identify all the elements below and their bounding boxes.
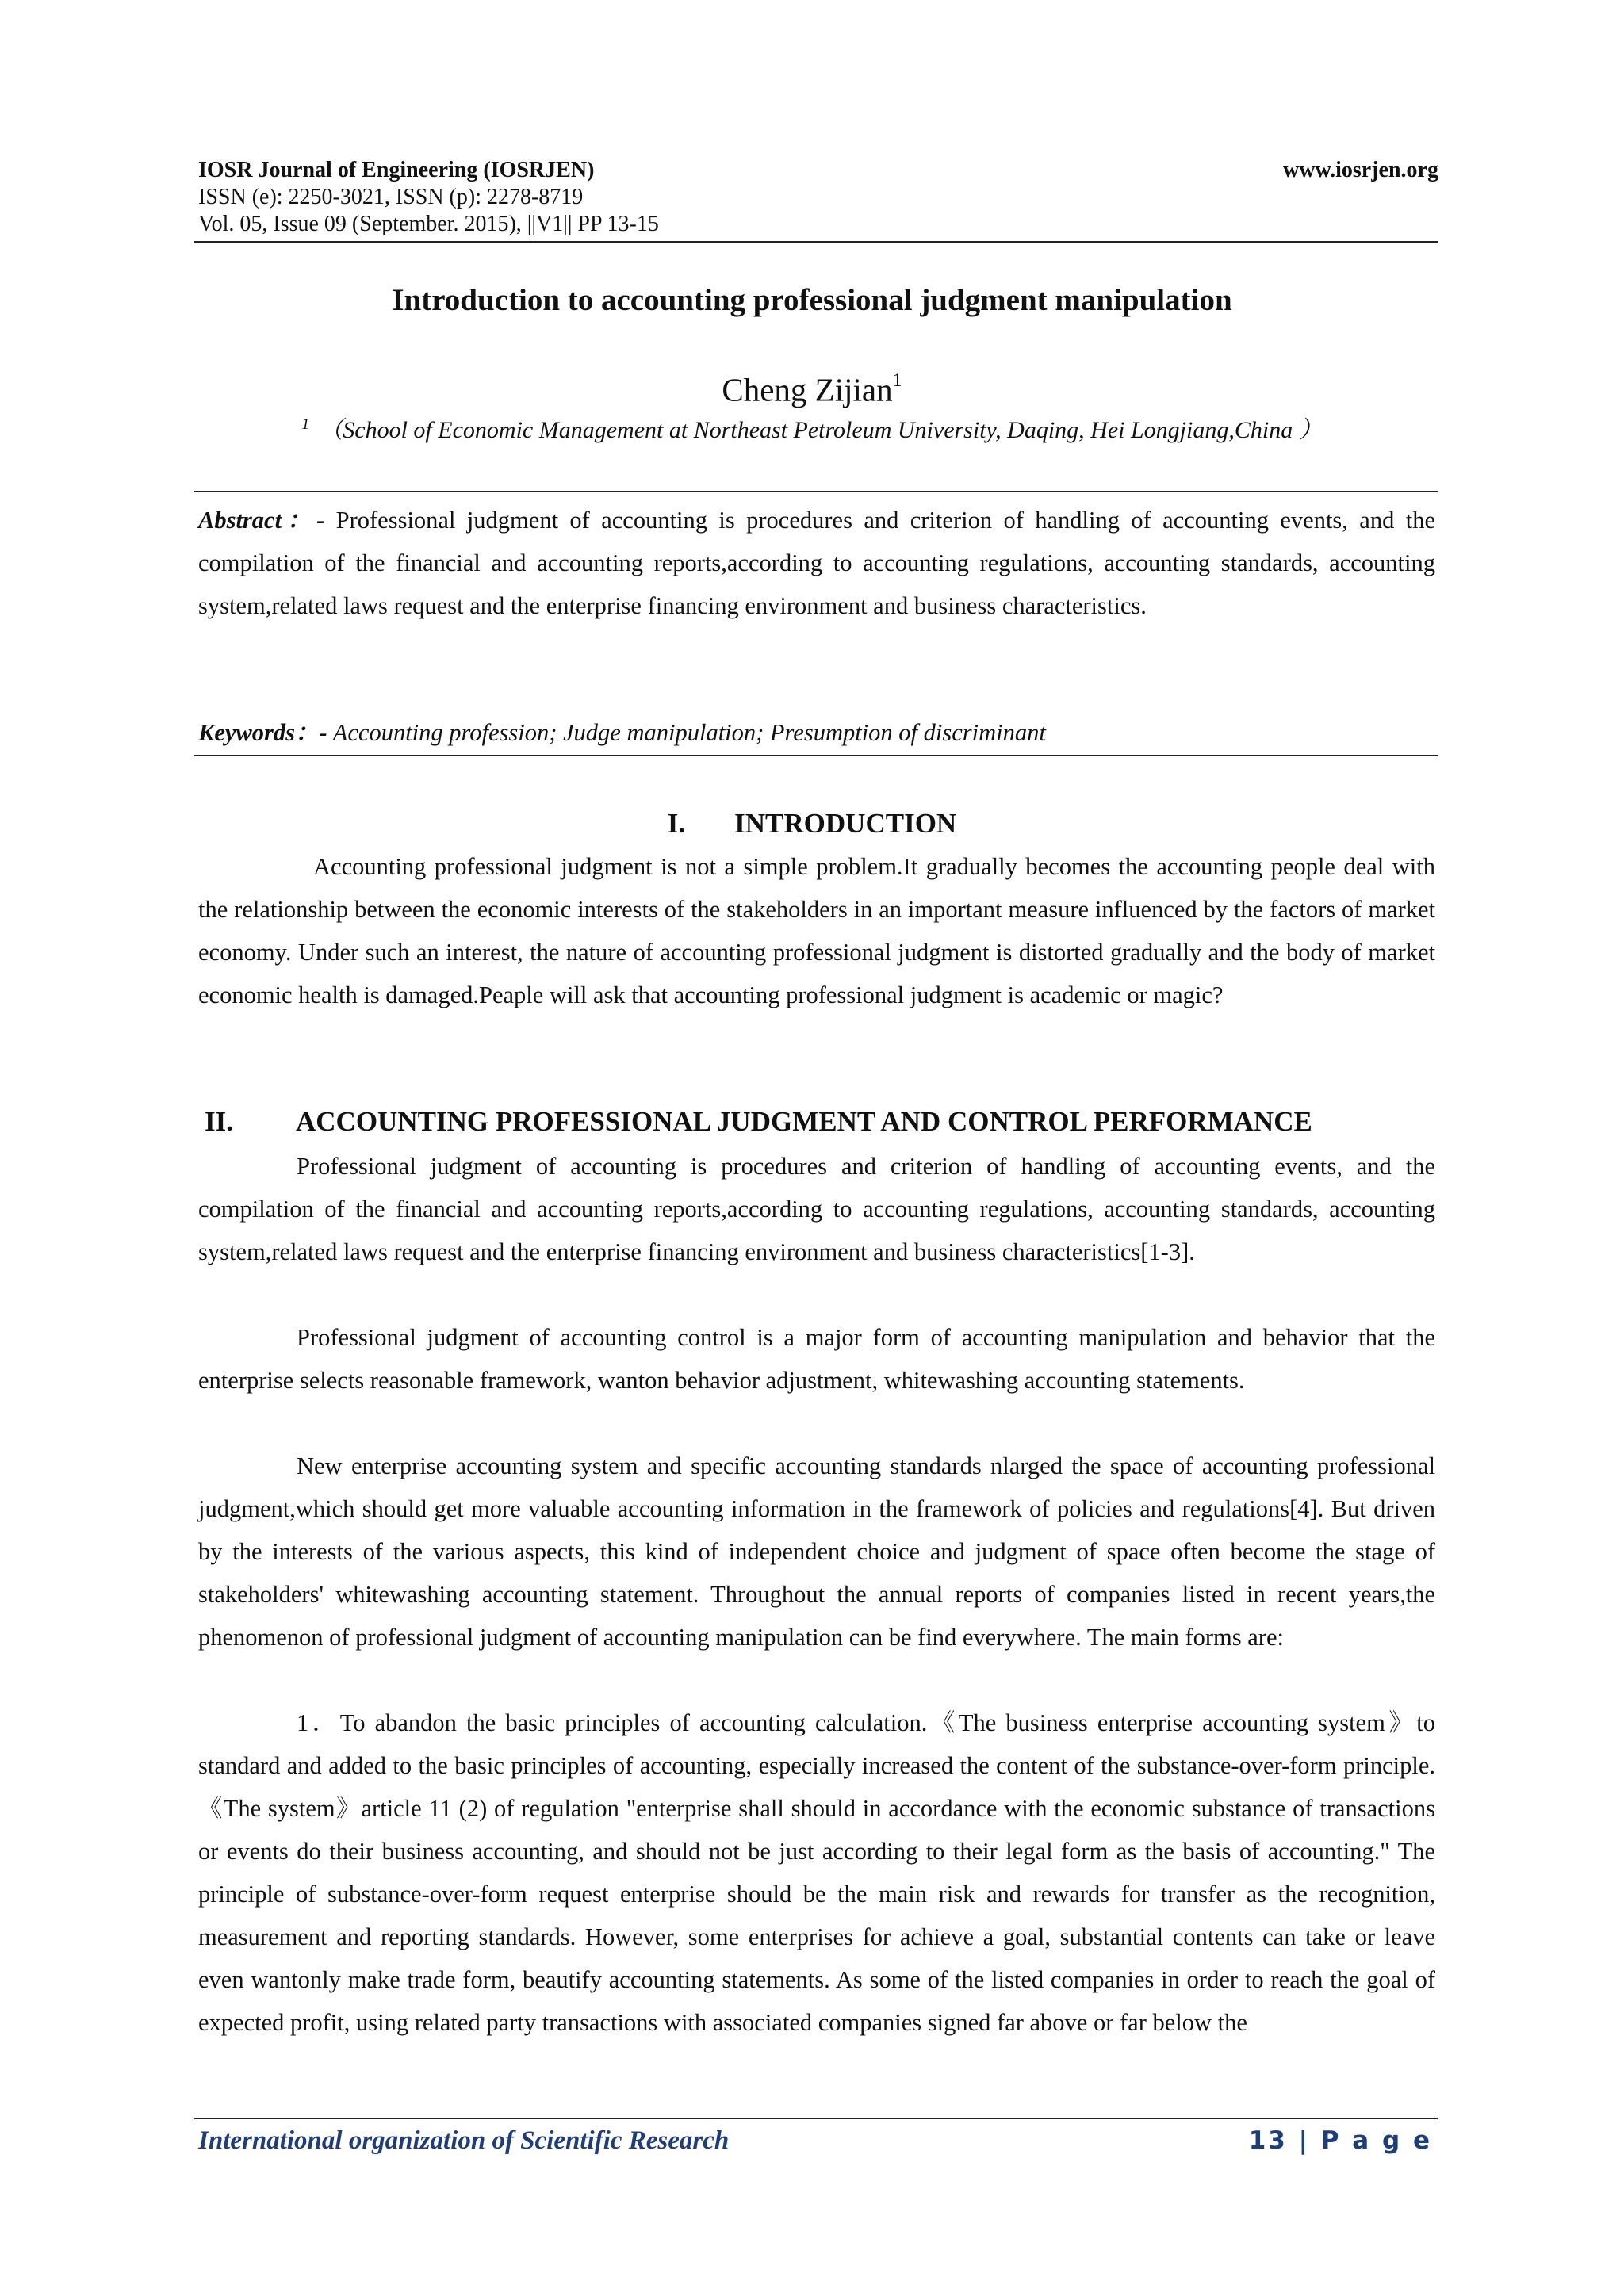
abstract-top-rule — [194, 491, 1438, 492]
issn-line: ISSN (e): 2250-3021, ISSN (p): 2278-8719 — [198, 185, 584, 209]
author-name: Cheng Zijian — [722, 371, 893, 408]
page-label: | P a g e — [1298, 2126, 1432, 2155]
volume-line: Vol. 05, Issue 09 (September. 2015), ||V1|| PP 13-15 — [198, 212, 659, 236]
author — [0, 363, 1624, 411]
abstract-label: Abstract：- — [198, 507, 325, 534]
section-2-paragraph: Professional judgment of accounting control is a major form of accounting manipulation and behavior that the enterprise selects reasonable framework, wanton behavior adjustment, whitewashing accounting statements. — [198, 1324, 1435, 1394]
section-2-paragraph: New enterprise accounting system and specific accounting standards nlarged the space of accounting professional judgment,which should get more valuable accounting information in the framework of policies and regulations[4]. But driven by the interests of the various aspects, this kind of independent choice and judgment of space often become the stage of stakeholders' whitewashing accounting statement. Throughout the annual reports of companies listed in recent years,the phenomenon of professional judgment of accounting manipulation can be find everywhere. The main forms are: — [198, 1452, 1435, 1651]
section-1-number: I. — [667, 808, 686, 839]
abstract-text: Professional judgment of accounting is procedures and criterion of handling of accounting events, and the compilation of the financial and accounting reports,according to accounting regulations, accounting standards, accounting system,related laws request and the enterprise financing environment and business characteristics. — [198, 507, 1435, 619]
section-2-heading — [205, 1104, 1312, 1139]
section-1-heading — [0, 806, 1624, 841]
keywords-label: Keywords：- — [198, 719, 327, 746]
section-2-paragraph: 1．To abandon the basic principles of accounting calculation.《The business enterprise accounting system》to standard and added to the basic principles of accounting, especially increased the content of the substance-over-form principle.《The system》article 11 (2) of regulation "enterprise shall should in accordance with the economic substance of transactions or events do their business accounting, and should not be just according to their legal form as the basis of accounting." The principle of substance-over-form request enterprise should be the main risk and rewards for transfer as the recognition, measurement and reporting standards. However, some enterprises for achieve a goal, substantial contents can take or leave even wantonly make trade form, beautify accounting statements. As some of the listed companies in order to reach the goal of expected profit, using related party transactions with associated companies signed far above or far below the — [198, 1709, 1435, 2036]
affiliation-superscript: 1 — [301, 415, 310, 433]
affiliation — [0, 408, 1624, 446]
keywords-bottom-rule — [194, 755, 1438, 756]
section-2-title: ACCOUNTING PROFESSIONAL JUDGMENT AND CONTROL PERFORMANCE — [296, 1106, 1312, 1137]
abstract — [198, 499, 1435, 627]
keywords — [198, 711, 1435, 754]
journal-name: IOSR Journal of Engineering (IOSRJEN) — [198, 158, 595, 182]
paper-title: Introduction to accounting professional judgment manipulation — [392, 283, 1232, 317]
section-1-paragraph: Accounting professional judgment is not a simple problem.It gradually becomes the accounting people deal with the relationship between the economic interests of the stakeholders in an important measure influenced by the factors of market economy. Under such an interest, the nature of accounting professional judgment is distorted gradually and the body of market economic health is damaged.Peaple will ask that accounting professional judgment is academic or magic? — [198, 853, 1435, 1008]
journal-website[interactable]: www.iosrjen.org — [1283, 158, 1438, 182]
footer-organization: International organization of Scientific Research — [198, 2126, 730, 2155]
header-rule — [194, 241, 1438, 243]
affiliation-text: （School of Economic Management at Northeast Petroleum University, Daqing, Hei Longjiang,China ） — [319, 417, 1323, 443]
page-number-value: 13 — [1248, 2126, 1288, 2155]
author-superscript: 1 — [892, 370, 902, 391]
section-2-paragraph: Professional judgment of accounting is procedures and criterion of handling of accounting events, and the compilation of the financial and accounting reports,according to accounting regulations, accounting standards, accounting system,related laws request and the enterprise financing environment and business characteristics[1-3]. — [198, 1153, 1435, 1265]
footer-rule — [194, 2118, 1438, 2119]
section-2-number: II. — [205, 1106, 233, 1137]
page-number — [1249, 2125, 1432, 2156]
keywords-text: Accounting profession; Judge manipulation; Presumption of discriminant — [327, 719, 1046, 746]
section-1-title: INTRODUCTION — [734, 808, 957, 839]
